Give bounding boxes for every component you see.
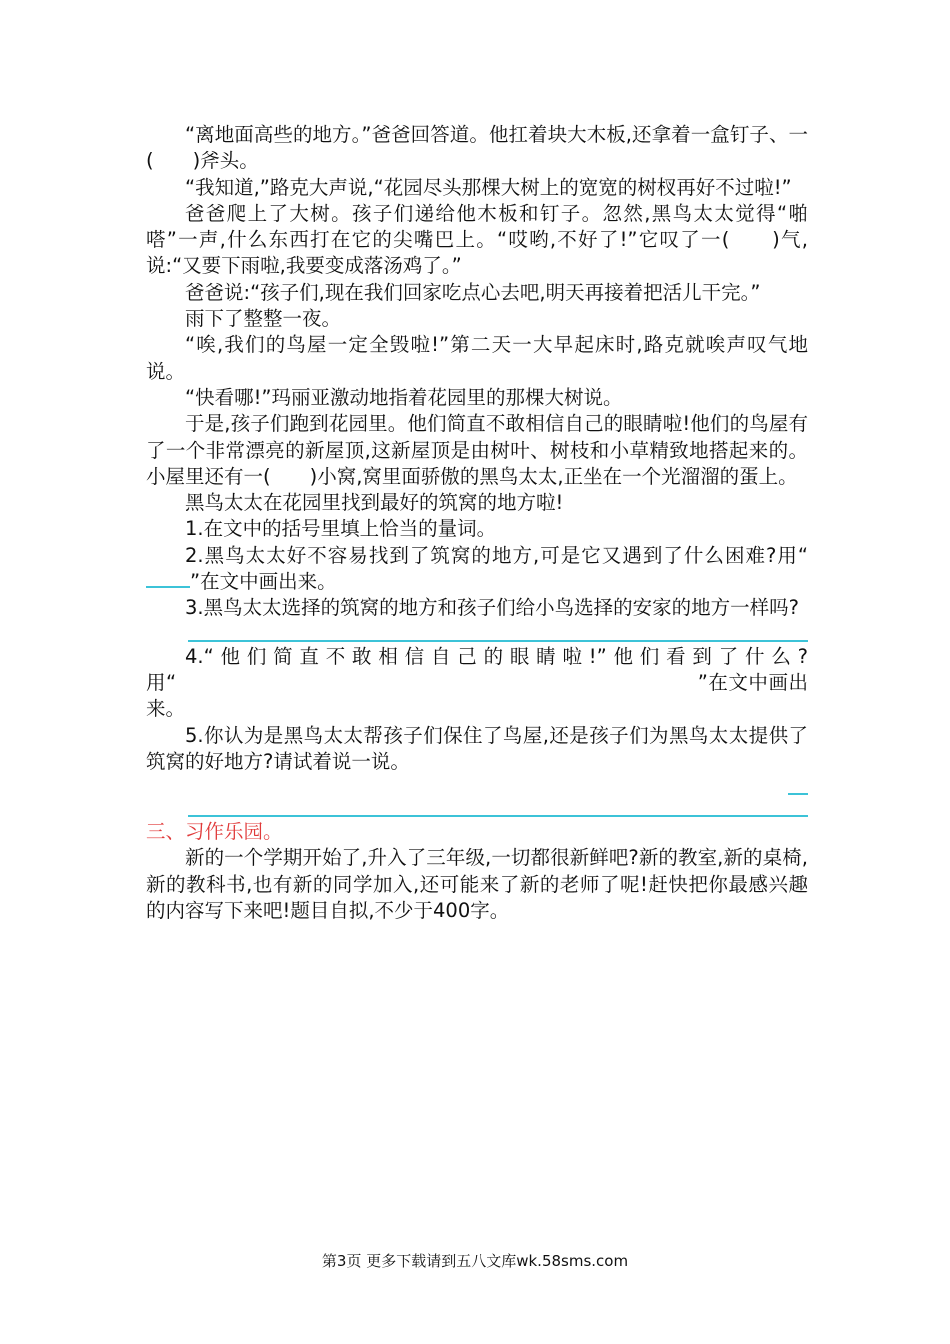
paragraph: “离地面高些的地方。”爸爸回答道。他扛着块大木板,还拿着一盒钉子、一( )斧头。: [146, 123, 808, 173]
question-4: 4.“他们简直不敢相信自己的眼睛啦!”他们看到了什么?用“ ”在文中画出来。: [146, 644, 808, 721]
paragraph: 于是,孩子们跑到花园里。他们简直不敢相信自己的眼睛啦!他们的鸟屋有了一个非常漂亮的新屋顶,这新屋顶是由树叶、树枝和小草精致地搭起来的。小屋里还有一( )小窝,窝里面骄傲的黑鸟太太,正坐在一个光溜溜的蛋上。: [146, 412, 808, 488]
paragraph: “快看哪!”玛丽亚激动地指着花园里的那棵大树说。: [185, 385, 623, 409]
question-2-text-a: 2.黑鸟太太好不容易找到了筑窝的地方,可是它又遇到了什么困难?用“: [185, 543, 808, 567]
answer-line-q5[interactable]: [146, 793, 808, 819]
question-1: 1.在文中的括号里填上恰当的量词。: [185, 517, 497, 541]
document-content: [146, 122, 808, 924]
page-footer: 第3页 更多下载请到五八文库wk.58sms.com: [321, 1252, 629, 1270]
paragraph: 黑鸟太太在花园里找到最好的筑窝的地方啦!: [185, 491, 564, 515]
question-5: 5.你认为是黑鸟太太帮孩子们保住了鸟屋,还是孩子们为黑鸟太太提供了筑窝的好地方?请试着说一说。: [146, 723, 808, 773]
paragraph: 爸爸爬上了大树。孩子们递给他木板和钉子。忽然,黑鸟太太觉得“啪嗒”一声,什么东西打在它的尖嘴巴上。“哎哟,不好了!”它叹了一( )气,说:“又要下雨啦,我要变成落汤鸡了。”: [146, 201, 808, 278]
question-2: [146, 543, 808, 596]
paragraph: 雨下了整整一夜。: [185, 307, 342, 331]
section-title: 三、习作乐园。: [146, 820, 283, 844]
answer-rule: [188, 640, 808, 642]
paragraph: 爸爸说:“孩子们,现在我们回家吃点心去吧,明天再接着把活儿干完。”: [185, 280, 761, 304]
answer-rule-short: [788, 793, 808, 795]
question-3: 3.黑鸟太太选择的筑窝的地方和孩子们给小鸟选择的安家的地方一样吗?: [185, 596, 799, 620]
answer-line-q3[interactable]: [146, 622, 808, 644]
paragraph: “唉,我们的鸟屋一定全毁啦!”第二天一大早起床时,路克就唉声叹气地说。: [146, 333, 808, 383]
writing-prompt: 新的一个学期开始了,升入了三年级,一切都很新鲜吧?新的教室,新的桌椅,新的教科书,也有新的同学加入,还可能来了新的老师了呢!赶快把你最感兴趣的内容写下来吧!题目自拟,不少于400字。: [146, 846, 808, 923]
question-2-text-b: ”在文中画出来。: [190, 570, 337, 594]
answer-rule: [188, 815, 808, 817]
paragraph: “我知道,”路克大声说,“花园尽头那棵大树上的宽宽的树杈再好不过啦!”: [185, 175, 792, 199]
underline-sample: [146, 572, 190, 588]
